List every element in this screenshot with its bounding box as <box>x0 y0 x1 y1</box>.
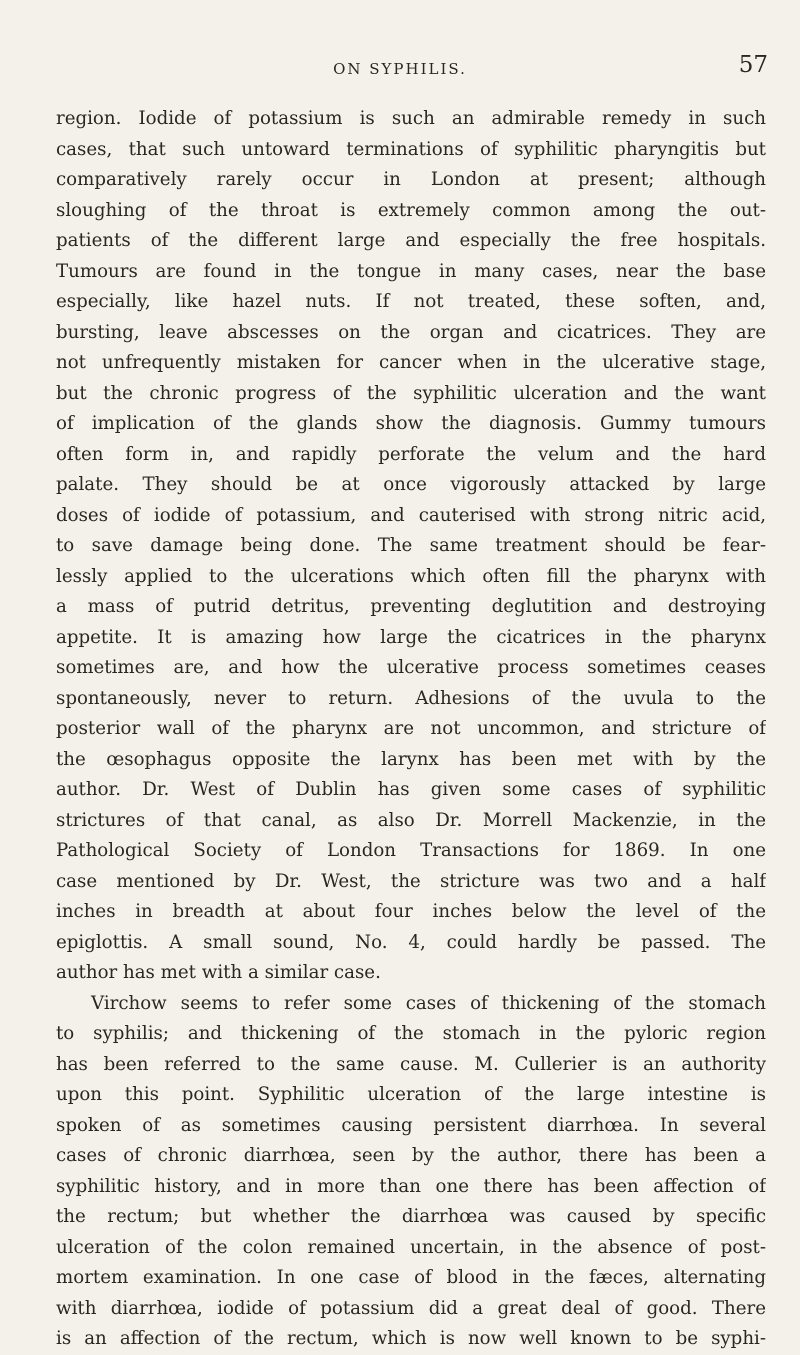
text-line: of implication of the glands show the diagnosis. Gummy tumours <box>56 413 766 434</box>
text-line: Tumours are found in the tongue in many cases, near the base <box>56 260 766 282</box>
text-line: sometimes are, and how the ulcerative process sometimes ceases <box>56 657 766 678</box>
text-line: spontaneously, never to return. Adhesions of the uvula to the <box>56 687 766 709</box>
body-text <box>56 104 766 1355</box>
text-line: sloughing of the throat is extremely common among the out- <box>56 199 766 221</box>
text-line: a mass of putrid detritus, preventing deglutition and destroying <box>56 596 766 617</box>
text-line: spoken of as sometimes causing persistent diarrhœa. In several <box>56 1114 766 1136</box>
text-line: bursting, leave abscesses on the organ and cicatrices. They are <box>56 321 766 343</box>
text-line: the rectum; but whether the diarrhœa was caused by specific <box>56 1206 766 1227</box>
text-line: comparatively rarely occur in London at present; although <box>56 169 766 190</box>
text-line: cases, that such untoward terminations of syphilitic pharyngitis but <box>56 138 766 160</box>
text-line: the œsophagus opposite the larynx has been met with by the <box>56 748 766 770</box>
text-line: with diarrhœa, iodide of potassium did a great deal of good. There <box>56 1297 766 1319</box>
text-line: to save damage being done. The same treatment should be fear- <box>56 535 766 556</box>
text-line: patients of the different large and especially the free hospitals. <box>56 230 766 251</box>
text-line: author. Dr. West of Dublin has given some cases of syphilitic <box>56 779 766 800</box>
text-line: palate. They should be at once vigorously attacked by large <box>56 474 766 495</box>
text-line: appetite. It is amazing how large the cicatrices in the pharynx <box>56 626 766 648</box>
text-line: case mentioned by Dr. West, the stricture was two and a half <box>56 870 766 892</box>
text-line: has been referred to the same cause. M. Cullerier is an authority <box>56 1053 766 1075</box>
text-line: author has met with a similar case. <box>56 962 381 983</box>
text-line: but the chronic progress of the syphilitic ulceration and the want <box>56 382 766 404</box>
text-line: strictures of that canal, as also Dr. Morrell Mackenzie, in the <box>56 809 766 831</box>
text-line: region. Iodide of potassium is such an admirable remedy in such <box>56 108 766 129</box>
text-line: doses of iodide of potassium, and cauterised with strong nitric acid, <box>56 504 766 526</box>
text-line: often form in, and rapidly perforate the velum and the hard <box>56 443 766 465</box>
text-line: inches in breadth at about four inches below the level of the <box>56 901 766 922</box>
text-line: epiglottis. A small sound, No. 4, could hardly be passed. The <box>56 931 766 953</box>
running-title: ON SYPHILIS. <box>333 60 467 78</box>
text-line: posterior wall of the pharynx are not uncommon, and stricture of <box>56 718 766 739</box>
running-head <box>0 52 800 90</box>
text-line: upon this point. Syphilitic ulceration of the large intestine is <box>56 1084 766 1105</box>
text-line: Pathological Society of London Transactions for 1869. In one <box>56 840 766 861</box>
text-line: not unfrequently mistaken for cancer when in the ulcerative stage, <box>56 352 766 373</box>
text-line: especially, like hazel nuts. If not treated, these soften, and, <box>56 291 766 312</box>
text-line: to syphilis; and thickening of the stomach in the pyloric region <box>56 1023 766 1044</box>
text-line: cases of chronic diarrhœa, seen by the author, there has been a <box>56 1145 766 1166</box>
page-number: 57 <box>738 52 768 78</box>
text-line: Virchow seems to refer some cases of thickening of the stomach <box>91 992 766 1014</box>
text-line: is an affection of the rectum, which is now well known to be syphi- <box>56 1328 766 1349</box>
text-line: lessly applied to the ulcerations which often fill the pharynx with <box>56 565 766 587</box>
text-line: mortem examination. In one case of blood in the fæces, alternating <box>56 1267 766 1288</box>
text-line: ulceration of the colon remained uncertain, in the absence of post- <box>56 1236 766 1258</box>
text-line: syphilitic history, and in more than one there has been affection of <box>56 1175 766 1197</box>
